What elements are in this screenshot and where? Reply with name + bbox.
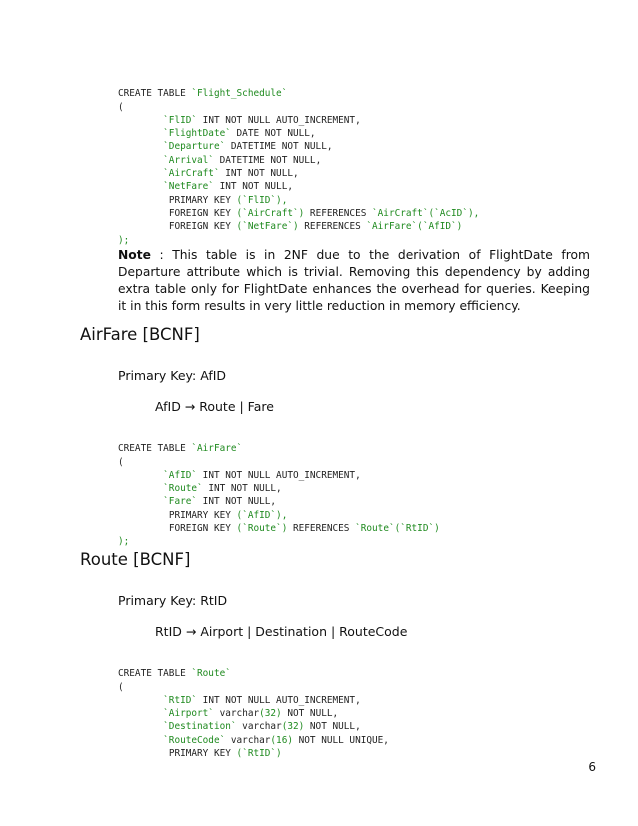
note-label: Note [118,248,151,262]
sql-column-name: `Airport` [163,708,214,720]
sql-close-paren: ); [118,234,130,246]
sql-fk-column: (`AirCraft`) [236,207,305,219]
sql-line [118,221,462,232]
sql-table-name: `AirFare` [191,443,243,455]
sql-line [118,510,287,521]
sql-line [118,195,287,206]
sql-line [118,496,276,507]
sql-line [118,208,479,219]
sql-column-def-end: NOT NULL UNIQUE, [292,734,389,746]
sql-column-def-end: NOT NULL, [281,708,339,720]
sql-foreign-key: FOREIGN KEY [168,207,237,219]
sql-column-def: INT NOT NULL AUTO_INCREMENT, [197,114,361,126]
section-heading-airfare: AirFare [BCNF] [80,325,200,344]
sql-column-def: INT NOT NULL AUTO_INCREMENT, [197,469,361,481]
sql-table-name: `Route` [191,668,231,680]
sql-close-paren: ); [118,536,130,548]
sql-line [118,181,293,192]
sql-line [118,155,321,166]
sql-column-name: `RtID` [163,694,198,706]
sql-primary-key: PRIMARY KEY [168,509,237,521]
sql-fk-column: (`Route`) [236,523,288,535]
page-number: 6 [588,760,596,774]
sql-primary-key: PRIMARY KEY [168,748,237,760]
sql-primary-key: PRIMARY KEY [168,194,237,206]
sql-references: REFERENCES [287,523,356,535]
sql-primary-key-value: (`AfID`), [236,509,288,521]
sql-column-name: `RouteCode` [163,734,226,746]
sql-fk-reference: `AirCraft`(`AcID`), [372,207,480,219]
sql-column-name: `Route` [163,483,203,495]
sql-column-name: `Arrival` [163,154,214,166]
sql-foreign-key: FOREIGN KEY [168,523,237,535]
sql-line [118,483,282,494]
sql-line [118,668,231,679]
sql-column-def-end: NOT NULL, [304,721,361,733]
airfare-sql [118,429,440,549]
sql-keyword: CREATE TABLE [118,443,192,455]
sql-column-def: INT NOT NULL AUTO_INCREMENT, [197,694,361,706]
note-text: : This table is in 2NF due to the derivation of FlightDate from Departure attribute which is trivial. Removing this dependency by adding extra table only for FlightDate enhances the overhead for queries. Keeping it in this form results in very little reduction in memory efficiency. [118,248,590,314]
sql-column-def: DATETIME NOT NULL, [213,154,322,166]
section-heading-route: Route [BCNF] [80,550,191,569]
sql-foreign-key: FOREIGN KEY [168,221,237,233]
sql-column-def: varchar [213,708,260,720]
sql-line [118,88,287,99]
sql-fk-reference: `Route`(`RtID`) [355,523,440,535]
sql-column-def: INT NOT NULL, [213,181,293,193]
sql-column-name: `Fare` [163,496,198,508]
sql-table-name: `Flight_Schedule` [191,88,288,100]
sql-column-def: INT NOT NULL, [197,496,277,508]
sql-column-def: DATE NOT NULL, [230,128,316,140]
flight-schedule-sql [118,74,479,247]
sql-line [118,708,338,719]
sql-references: REFERENCES [298,221,367,233]
sql-column-def: INT NOT NULL, [219,168,299,180]
sql-line [118,128,316,139]
sql-line [118,470,361,481]
sql-fk-column: (`NetFare`) [236,221,299,233]
sql-line [118,735,389,746]
route-sql [118,654,389,760]
sql-column-name: `AfID` [163,469,198,481]
sql-column-def: varchar [236,721,282,733]
airfare-primary-key: Primary Key: AfID [118,368,227,383]
sql-line [118,695,361,706]
sql-column-name: `Departure` [163,141,226,153]
sql-fk-reference: `AirFare`(`AfID`) [366,221,463,233]
sql-column-def: DATETIME NOT NULL, [225,141,333,153]
sql-open-paren: ( [118,101,124,113]
sql-primary-key-value: (`FlID`), [236,194,288,206]
sql-primary-key-value: (`RtID`) [236,748,282,760]
sql-line [118,115,361,126]
sql-length: (32) [281,721,305,733]
sql-column-name: `NetFare` [163,181,214,193]
sql-column-name: `FlightDate` [163,128,231,140]
sql-column-def: INT NOT NULL, [202,483,282,495]
sql-column-def: varchar [225,734,271,746]
sql-line [118,168,299,179]
sql-length: (16) [270,734,293,746]
airfare-dependency: AfID → Route | Fare [155,399,274,414]
sql-references: REFERENCES [304,207,373,219]
sql-keyword: CREATE TABLE [118,88,192,100]
sql-line [118,523,440,534]
sql-column-name: `Destination` [163,721,237,733]
sql-line [118,748,282,759]
note-paragraph [118,247,590,315]
sql-line [118,141,333,152]
route-primary-key: Primary Key: RtID [118,593,228,608]
sql-open-paren: ( [118,681,124,693]
route-dependency: RtID → Airport | Destination | RouteCode [155,624,408,639]
sql-column-name: `AirCraft` [163,168,220,180]
sql-line [118,443,242,454]
sql-line [118,721,361,732]
sql-length: (32) [259,708,282,720]
sql-open-paren: ( [118,456,124,468]
sql-column-name: `FlID` [163,114,198,126]
sql-keyword: CREATE TABLE [118,668,192,680]
